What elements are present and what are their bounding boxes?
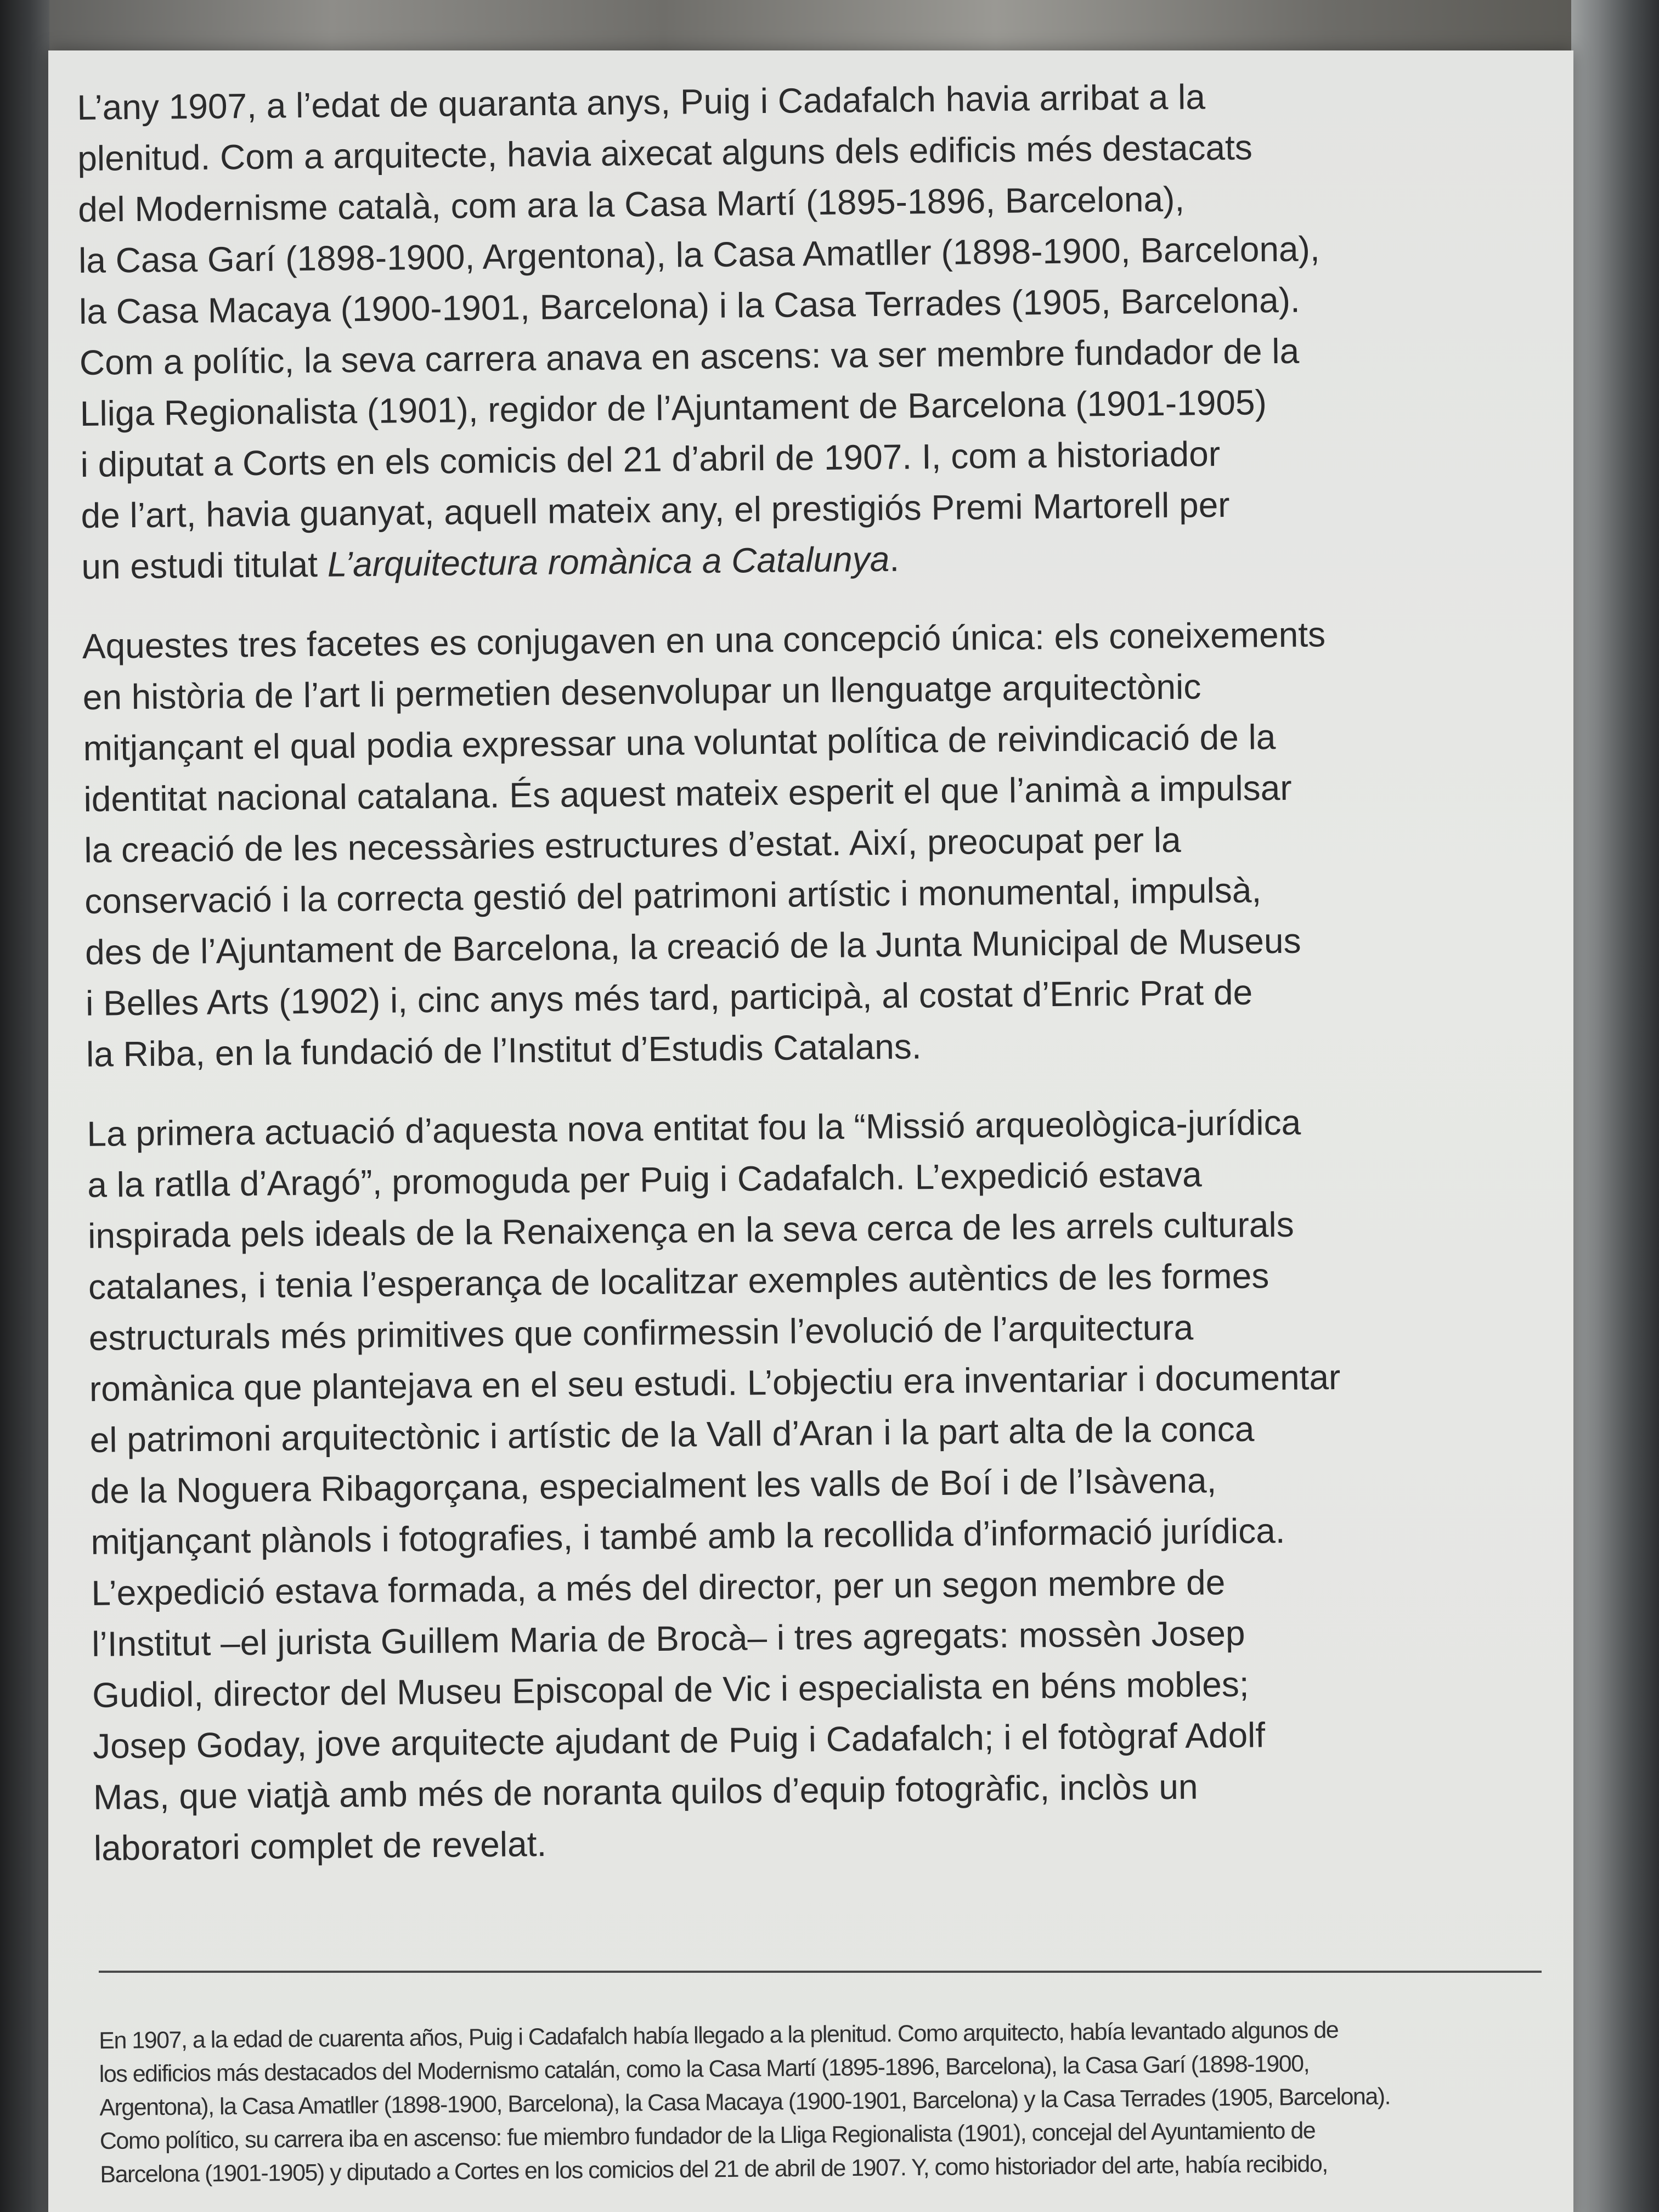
catalan-paragraph-2: Aquestes tres facetes es conjugaven en una concepció única: els coneixements en història de l’art li permetien desenvolupar un llenguatge arquitectònic mitjançant el qual podia expressar una voluntat política de reivindicació de la identitat nacional catalana. És aquest mateix esperit el que l’animà a impulsar la creació de les necessàries estructures d’estat. Així, preocupat per la conservació i la correcta gestió del patrimoni artístic i monumental, impulsà, des de l’Ajuntament de Barcelona, la creació de la Junta Municipal de Museus i Belles Arts (1902) i, cinc anys més tard, participà, al costat d’Enric Prat de la Riba, en la fundació de l’Institut d’Estudis Catalans. bbox=[82, 614, 1326, 1074]
catalan-paragraph-1-end: . bbox=[889, 539, 900, 579]
spanish-translation: En 1907, a la edad de cuarenta años, Puig i Cadafalch había llegado a la plenitud. Como arquitecto, había levantado algunos de los edificios más destacados del Modernismo catalán, como la Casa Martí (1895-1896, Barcelona), la Casa Garí (1898-1900, Argentona), la Casa Amatller (1898-1900, Barcelona), la Casa Macaya (1900-1901, Barcelona) y la Casa Terrades (1905, Barcelona). Como político, su carrera iba en ascenso: fue miembro fundador de la Lliga Regionalista (1901), concejal del Ayuntamiento de Barcelona (1901-1905) y diputado a Cortes en los comicios del 21 de abril de 1907. Y, como historiador del arte, había recibido, bbox=[99, 2017, 1391, 2188]
catalan-paragraph-3: La primera actuació d’aquesta nova entitat fou la “Missió arqueològica-jurídica a la ratlla d’Aragó”, promoguda per Puig i Cadafalch. L’expedició estava inspirada pels ideals de la Renaixença en la seva cerca de les arrels culturals catalanes, i tenia l’esperança de localitzar exemples autèntics de les formes estructurals més primitives que confirmessin l’evolució de l’arquitectura romànica que plantejava en el seu estudi. L’objectiu era inventariar i documentar el patrimoni arquitectònic i artístic de la Vall d’Aran i la part alta de la conca de la Noguera Ribagorçana, especialment les valls de Boí i de l’Isàvena, mitjançant plànols i fotografies, i també amb la recollida d’informació jurídica. L’expedició estava formada, a més del director, per un segon membre de l’Institut –el jurista Guillem Maria de Brocà– i tres agregats: mossèn Josep Gudiol, director del Museu Episcopal de Vic i especialista en béns mobles; Josep Goday, jove arquitecte ajudant de Puig i Cadafalch; i el fotògraf Adolf Mas, que viatjà amb més de noranta quilos d’equip fotogràfic, inclòs un laboratori complet de revelat. bbox=[87, 1102, 1341, 1868]
divider-line bbox=[99, 1971, 1542, 1973]
book-title: L’arquitectura romànica a Catalunya bbox=[327, 539, 890, 584]
frame-right-edge bbox=[1571, 0, 1659, 2212]
wall-left bbox=[0, 0, 49, 2212]
catalan-paragraph-1-body: L’any 1907, a l’edat de quaranta anys, Puig i Cadafalch havia arribat a la plenitud. Com a arquitecte, havia aixecat alguns dels edificis més destacats del Modernisme català, com ara la Casa Martí (1895-1896, Barcelona), la Casa Garí (1898-1900, Argentona), la Casa Amatller (1898-1900, Barcelona), la Casa Macaya (1900-1901, Barcelona) i la Casa Terrades (1905, Barcelona). Com a polític, la seva carrera anava en ascens: va ser membre fundador de la Lliga Regionalista (1901), regidor de l’Ajuntament de Barcelona (1901-1905) i diputat a Corts en els comicis del 21 d’abril de 1907. I, com a historiador de l’art, havia guanyat, aquell mateix any, el prestigiós Premi Martorell per un estudi titulat bbox=[77, 77, 1320, 586]
catalan-text bbox=[77, 68, 1576, 1903]
catalan-paragraph-1 bbox=[77, 68, 1563, 592]
